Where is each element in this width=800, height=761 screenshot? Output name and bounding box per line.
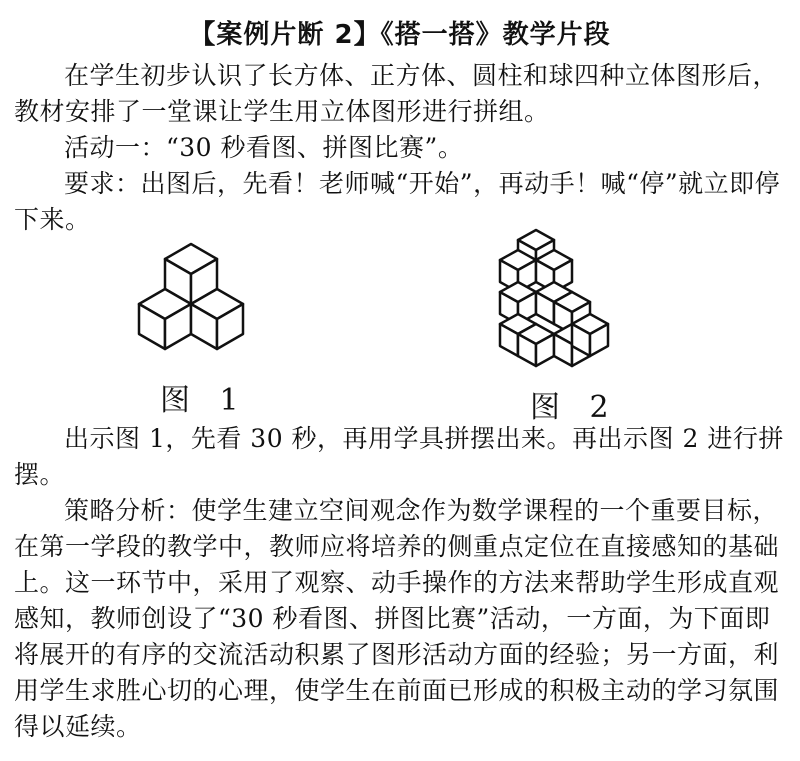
document-title: 【案例片断 2】《搭一搭》教学片段 [189, 20, 611, 50]
figure-2-cube-stack [490, 228, 615, 378]
paragraph-intro: 在学生初步认识了长方体、正方体、圆柱和球四种立体图形后，教材安排了一堂课让学生用立体图形进行拼组。 [14, 61, 779, 126]
figure-2-drawing [490, 228, 615, 378]
figure-1-caption: 图 1 [160, 383, 249, 418]
paragraph-activity-one: 活动一：“30 秒看图、拼图比赛”。 [64, 133, 464, 162]
paragraph-requirements: 要求：出图后，先看！老师喊“开始”，再动手！喊“停”就立即停下来。 [14, 169, 781, 234]
figure-1-cube-stack [135, 240, 255, 360]
figure-1-drawing [135, 240, 255, 360]
paragraph-strategy-analysis: 策略分析：使学生建立空间观念作为数学课程的一个重要目标，在第一学段的教学中，教师应将培养的侧重点定位在直接感知的基础上。这一环节中，采用了观察、动手操作的方法来帮助学生形成直观感知，教师创设了“30 秒看图、拼图比赛”活动，一方面，为下面即将展开的有序的交流活动积累了图形活动方面的经验；另一方面，利用学生求胜心切的心理，使学生在前面已形成的积极主动的学习氛围得以延续。 [14, 496, 780, 741]
figure-2-caption: 图 2 [530, 390, 619, 425]
paragraph-figure-instructions: 出示图 1，先看 30 秒，再用学具拼摆出来。再出示图 2 进行拼摆。 [14, 424, 784, 489]
